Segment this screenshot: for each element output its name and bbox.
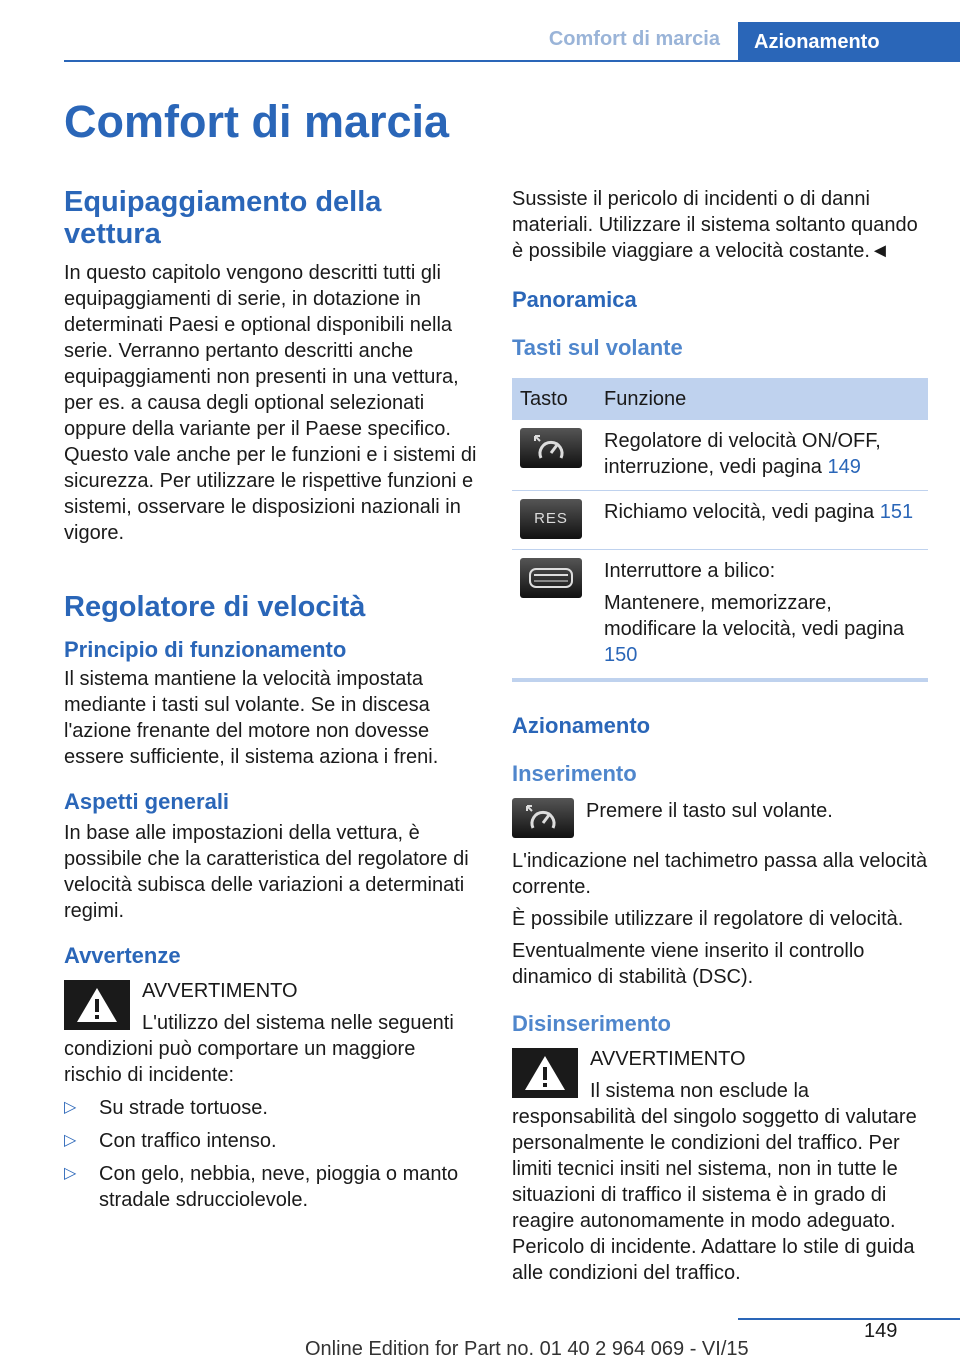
warning-icon (512, 1048, 578, 1098)
steering-buttons-heading: Tasti sul volante (512, 335, 683, 360)
equipment-text: In questo capitolo vengono descritti tutti gli equipaggiamenti di serie, in dotazione in determinati Paesi e optional disponibili nella serie. Verranno pertanto descritti anche equipaggiamenti non presenti in una vettura, per es. a causa degli optional selezionati oppure della variante per il Paese specifico. Questo vale anche per le funzioni e i sistemi di sicurezza. Per utilizzare le rispettive funzioni e sistemi, osservare le disposizioni nazionali in vigore. (64, 262, 477, 544)
equipment-heading: Equipaggiamento della vettura (64, 186, 382, 250)
page-footer (0, 1318, 960, 1362)
general-heading: Aspetti generali (64, 789, 230, 814)
active-tab[interactable]: Azionamento (738, 22, 960, 62)
list-item: ▷ Su strade tortuose. (64, 1097, 268, 1119)
principle-heading: Principio di funzionamento (64, 637, 347, 662)
page-reference-link[interactable]: 151 (879, 501, 914, 523)
table-row (512, 491, 928, 550)
risk-text: Sussiste il pericolo di incidenti o di danni materiali. Utilizzare il sistema soltanto quando è possibile viaggiare a velocità costante.◄ (512, 188, 918, 262)
warning-box (64, 978, 478, 1088)
row-function-text: Interruttore a bilico: (604, 560, 776, 582)
warning-label: AVVERTIMENTO (142, 980, 298, 1002)
list-item: ▷ Con traffico intenso. (64, 1130, 277, 1152)
warning-label: AVVERTIMENTO (590, 1048, 746, 1070)
overview-heading: Panoramica (512, 287, 637, 312)
section-tab[interactable]: Comfort di marcia (548, 28, 720, 50)
principle-text: Il sistema mantiene la velocità impostata mediante i tasti sul volante. Se in discesa l'azione frenante del motore non dovesse essere sufficiente, il sistema aziona i freni. (64, 668, 439, 768)
bullet-triangle-icon: ▷ (64, 1132, 77, 1149)
steering-buttons-table (512, 378, 928, 682)
edition-note: Online Edition for Part no. 01 40 2 964 069 - VI/15 (305, 1338, 749, 1360)
footer-rule (738, 1318, 960, 1320)
activation-step-text: Premere il tasto sul volante. (586, 800, 833, 822)
activation-heading: Inserimento (512, 761, 637, 786)
row-function-text: Richiamo velocità, vedi pagina (604, 501, 880, 523)
right-column (512, 186, 928, 1286)
cruise-control-heading: Regolatore di velocità (64, 591, 366, 623)
cruise-control-icon (512, 798, 574, 838)
page-number: 149 (864, 1320, 898, 1342)
left-column (64, 186, 478, 1213)
row-function-text: Regolatore di velocità ON/OFF, interruzione, vedi pagina (604, 430, 881, 478)
rocker-switch-icon (520, 558, 582, 598)
warning-icon (64, 980, 130, 1030)
list-item: ▷ Con gelo, nebbia, neve, pioggia o manto stradale sdrucciolevole. (64, 1163, 459, 1211)
activation-step (512, 798, 928, 844)
running-header (0, 0, 960, 62)
column-header-function: Funzione (596, 378, 928, 420)
page-reference-link[interactable]: 150 (604, 644, 638, 666)
operation-heading: Azionamento (512, 713, 651, 738)
warning-text: Il sistema non esclude la responsabilità del singolo soggetto di valutare personalmente le condizioni del traffico. Per limiti tecnici insiti nel sistema, non in tutte le situazioni di traffico il sistema è in grado di reagire autonomamente in modo adeguato. Pericolo di incidente. Adattare lo stile di guida alle condizioni del traffico. (512, 1080, 917, 1284)
activation-text-1: L'indicazione nel tachimetro passa alla velocità corrente. (512, 850, 928, 898)
activation-text-3: Eventualmente viene inserito il controllo dinamico di stabilità (DSC). (512, 940, 865, 988)
column-header-key: Tasto (512, 378, 596, 420)
warning-text: L'utilizzo del sistema nelle seguenti condizioni può comportare un maggiore rischio di incidente: (64, 1012, 454, 1086)
risk-conditions-list (64, 1095, 478, 1213)
general-text: In base alle impostazioni della vettura, è possibile che la caratteristica del regolatore di velocità subisca delle variazioni a determinati regimi. (64, 822, 469, 922)
bullet-triangle-icon: ▷ (64, 1165, 77, 1182)
table-row (512, 550, 928, 681)
notes-heading: Avvertenze (64, 943, 181, 968)
cruise-control-icon (520, 428, 582, 468)
page-reference-link[interactable]: 149 (827, 456, 861, 478)
header-rule (64, 60, 960, 62)
page-title: Comfort di marcia (64, 96, 450, 147)
warning-box (512, 1046, 928, 1286)
row-function-text-2: Mantenere, memorizzare, modificare la velocità, vedi pagina (604, 592, 905, 640)
deactivation-heading: Disinserimento (512, 1011, 671, 1036)
table-row (512, 420, 928, 491)
activation-text-2: È possibile utilizzare il regolatore di velocità. (512, 908, 904, 930)
res-button-icon: RES (520, 499, 582, 539)
bullet-triangle-icon: ▷ (64, 1099, 77, 1116)
